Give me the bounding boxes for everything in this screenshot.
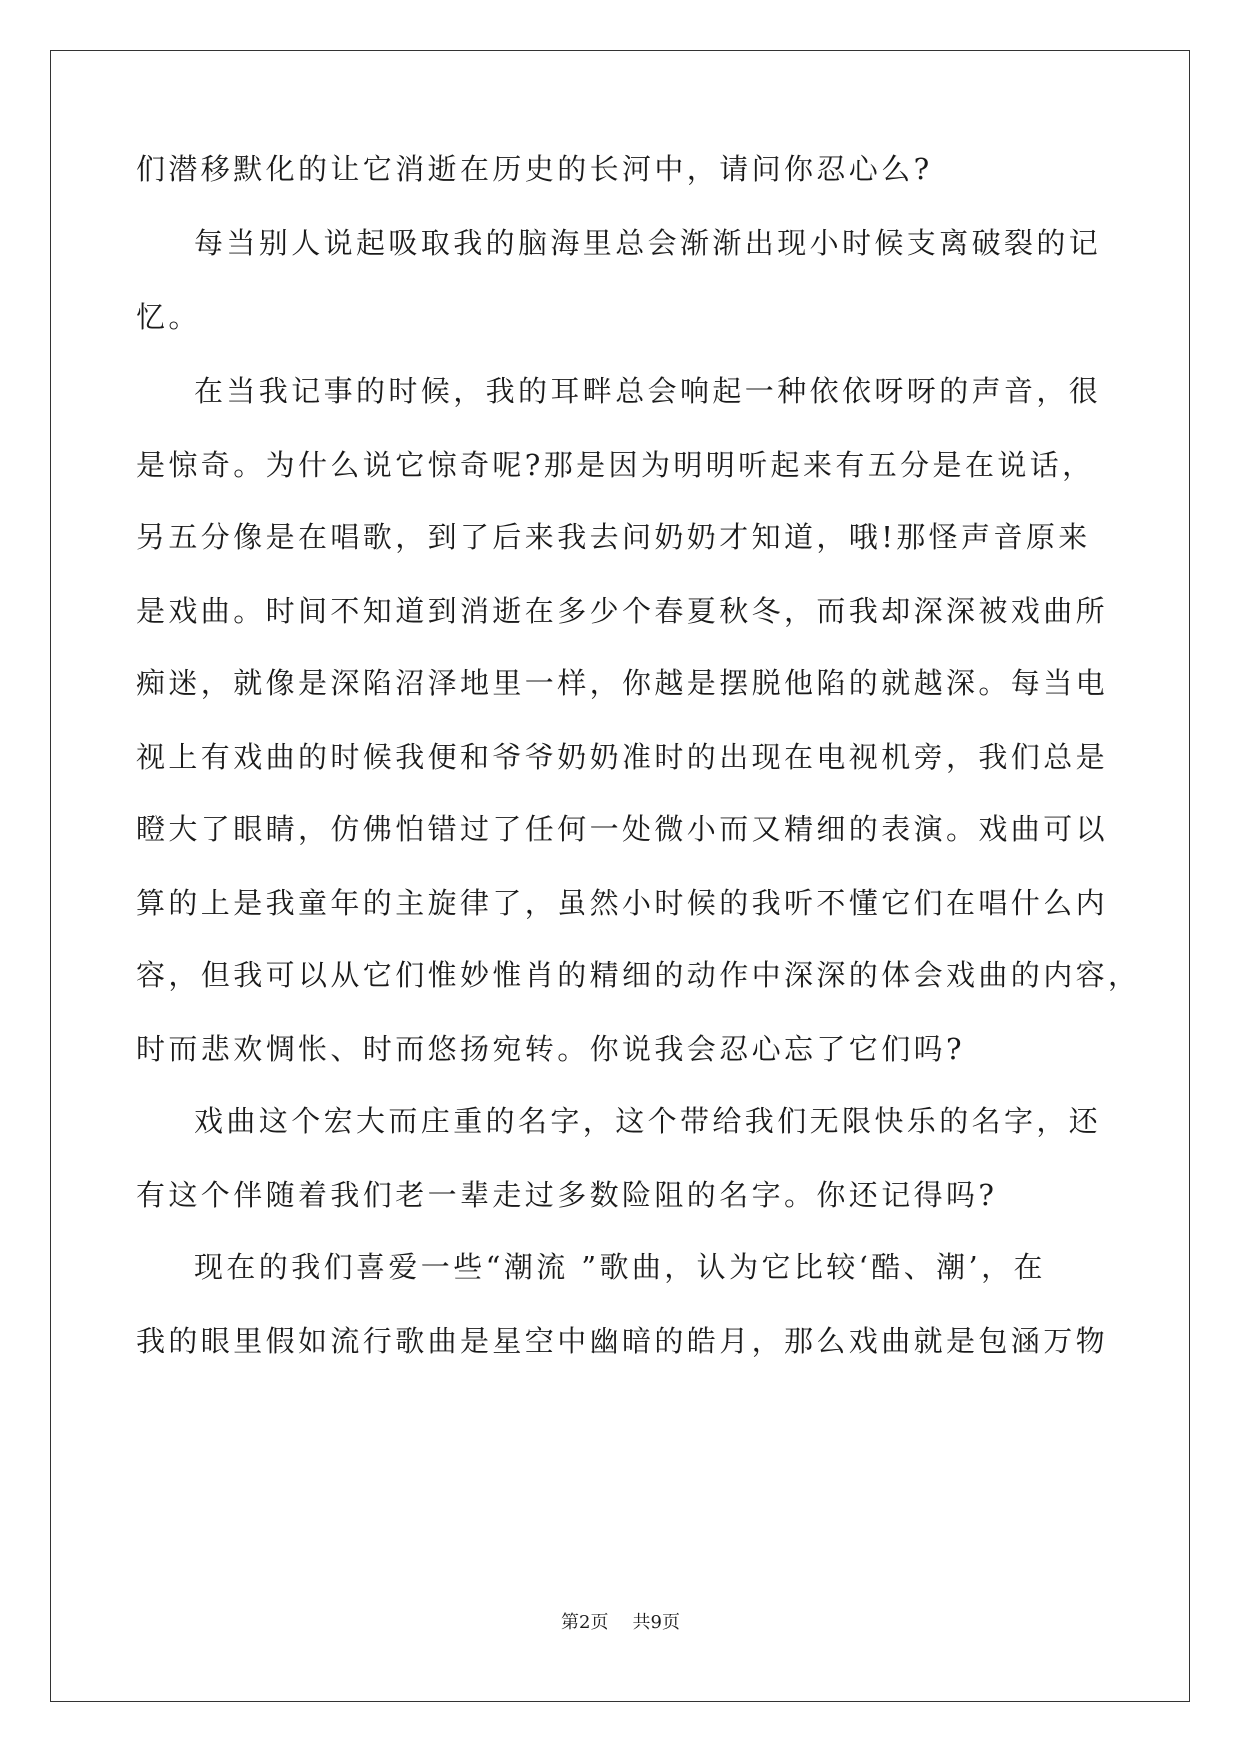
- text-line: 我的眼里假如流行歌曲是星空中幽暗的皓月，那么戏曲就是包涵万物: [136, 1324, 1109, 1358]
- text-line: 戏曲这个宏大而庄重的名字，这个带给我们无限快乐的名字，还: [194, 1104, 1102, 1138]
- page-total: 共9页: [632, 1612, 680, 1633]
- text-line: 视上有戏曲的时候我便和爷爷奶奶准时的出现在电视机旁，我们总是: [136, 740, 1109, 774]
- text-line: 时而悲欢惆怅、时而悠扬宛转。你说我会忍心忘了它们吗?: [136, 1032, 965, 1066]
- text-line: 是惊奇。为什么说它惊奇呢?那是因为明明听起来有五分是在说话，: [136, 448, 1095, 482]
- text-line: 算的上是我童年的主旋律了，虽然小时候的我听不懂它们在唱什么内: [136, 886, 1109, 920]
- text-line: 们潜移默化的让它消逝在历史的长河中，请问你忍心么?: [136, 152, 933, 186]
- text-line: 瞪大了眼睛，仿佛怕错过了任何一处微小而又精细的表演。戏曲可以: [136, 812, 1109, 846]
- text-line: 在当我记事的时候，我的耳畔总会响起一种依依呀呀的声音，很: [194, 374, 1102, 408]
- text-line: 容，但我可以从它们惟妙惟肖的精细的动作中深深的体会戏曲的内容，: [136, 958, 1141, 992]
- page-border: [50, 50, 1190, 1702]
- text-line: 忆。: [136, 300, 201, 334]
- text-line: 痴迷，就像是深陷沼泽地里一样，你越是摆脱他陷的就越深。每当电: [136, 666, 1109, 700]
- text-line: 是戏曲。时间不知道到消逝在多少个春夏秋冬，而我却深深被戏曲所: [136, 594, 1109, 628]
- page-number: 第2页: [561, 1612, 609, 1633]
- text-line: 现在的我们喜爱一些“潮流 ”歌曲，认为它比较‘酷、潮’，在: [194, 1250, 1046, 1284]
- text-line: 有这个伴随着我们老一辈走过多数险阻的名字。你还记得吗?: [136, 1178, 998, 1212]
- page-footer: [0, 1611, 1241, 1635]
- text-line: 另五分像是在唱歌，到了后来我去问奶奶才知道，哦!那怪声音原来: [136, 520, 1091, 554]
- text-line: 每当别人说起吸取我的脑海里总会渐渐出现小时候支离破裂的记: [194, 226, 1102, 260]
